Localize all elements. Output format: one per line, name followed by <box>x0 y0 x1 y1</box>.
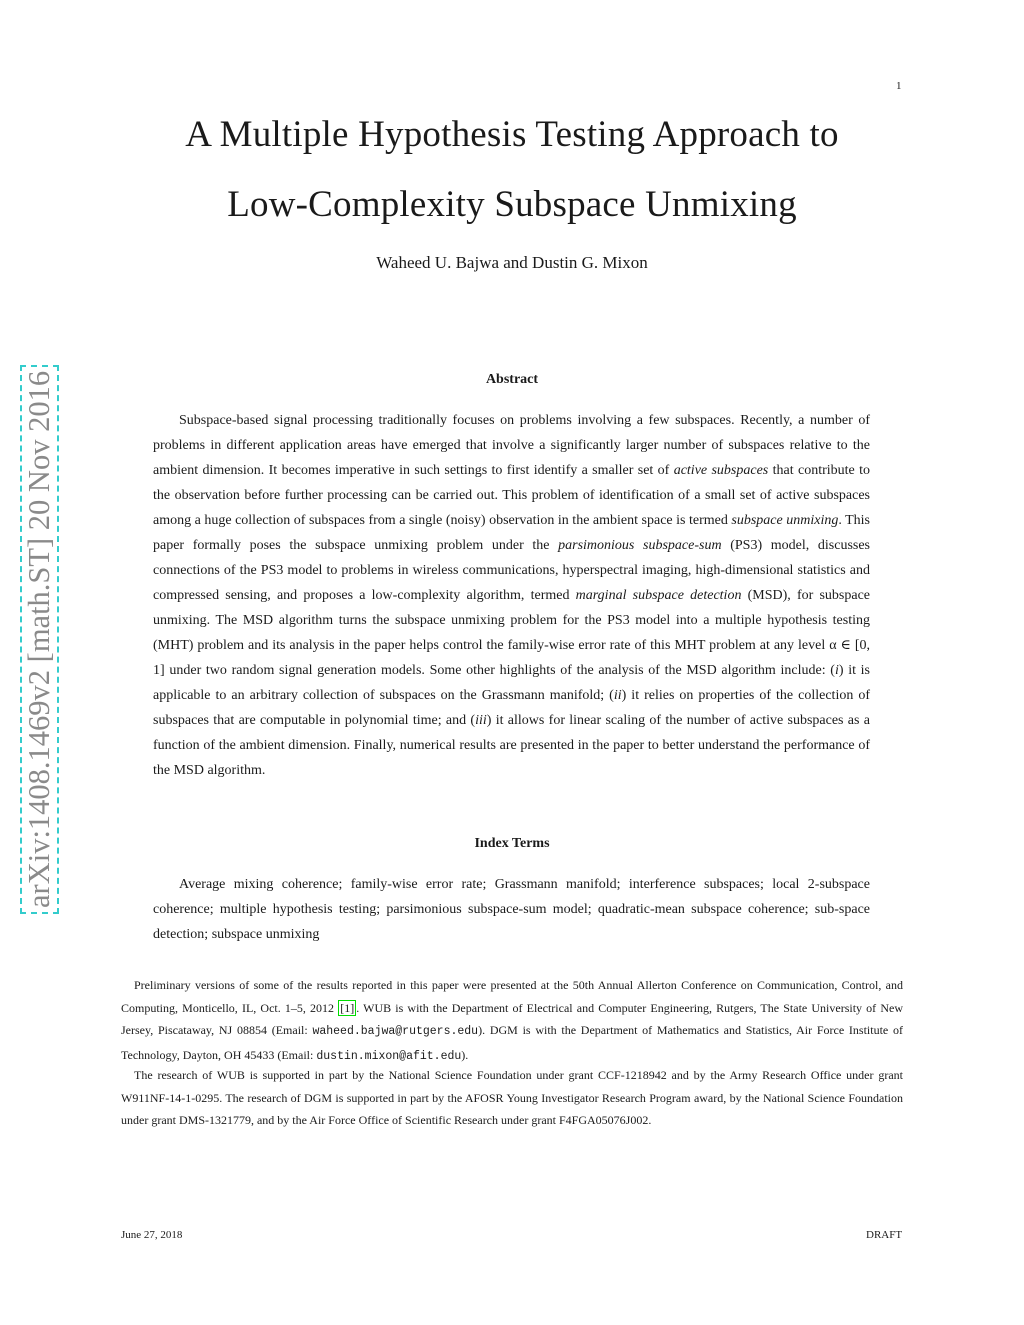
index-terms-text: Average mixing coherence; family-wise error rate; Grassmann manifold; interference subspaces; local 2-subspace coherence; multiple hypothesis testing; parsimonious subspace-sum model; quadratic-mean subspace coherence; sub-space detection; subspace unmixing <box>153 877 870 942</box>
emphasis-parsimonious-subspace-sum: parsimonious subspace-sum <box>558 538 722 553</box>
citation-link[interactable]: [1] <box>340 1000 355 1015</box>
math-alpha-range: α ∈ [0, 1] <box>153 638 870 678</box>
footer-date: June 27, 2018 <box>121 1229 183 1241</box>
abstract-heading: Abstract <box>485 372 539 387</box>
paper-title-line-2: Low-Complexity Subspace Unmixing <box>227 184 797 225</box>
email-bajwa[interactable]: waheed.bajwa@rutgers.edu <box>312 1025 479 1039</box>
index-terms-heading: Index Terms <box>474 836 550 851</box>
emphasis-marginal-subspace-detection: marginal subspace detection <box>575 588 742 603</box>
footnote-funding: The research of WUB is supported in part by the National Science Foundation under grant CCF-1218942 and by the Army Research Office under grant W911NF-14-1-0295. The research of DGM is supported in part by the AFOSR Young Investigator Research Program award, by the National Science Foundation under grant DMS-1321779, and by the Air Force Office of Scientific Research under grant F4FGA05076J002. <box>121 1068 903 1128</box>
footnote-preliminary-versions: Preliminary versions of some of the results reported in this paper were presented at the 50th Annual Allerton Conference on Communication, Control, and Computing, Monticello, IL, Oct. 1–5, 2012 [1] . WUB is with the Department of Electrical and Computer Engineering, Rutgers, The State University of New Jersey, Piscataway, NJ 08854 (Email: waheed.bajwa@rutgers.edu). DGM is with the Department of Mathematics and Statistics, Air Force Institute of Technology, Dayton, OH 45433 (Email: dustin.mixon@afit.edu). <box>121 978 903 1063</box>
authors: Waheed U. Bajwa and Dustin G. Mixon <box>376 253 648 272</box>
emphasis-subspace-unmixing: subspace unmixing <box>731 513 839 528</box>
page-number: 1 <box>896 80 902 92</box>
abstract-text: Subspace-based signal processing traditionally focuses on problems involving a few subspaces. Recently, a number of problems in different application areas have emerged that involve a significantly larger number of subspaces relative to the ambient dimension. It becomes imperative in such settings to first identify a smaller set of active subspaces that contribute to the observation before further processing can be carried out. This problem of identification of a small set of active subspaces among a huge collection of subspaces from a single (noisy) observation in the ambient space is termed subspace unmixing. This paper formally poses the subspace unmixing problem under the parsimonious subspace-sum (PS3) model, discusses connections of the PS3 model to problems in wireless communications, hyperspectral imaging, high-dimensional statistics and compressed sensing, and proposes a low-complexity algorithm, termed marginal subspace detection (MSD), for subspace unmixing. The MSD algorithm turns the subspace unmixing problem for the PS3 model into a multiple hypothesis testing (MHT) problem and its analysis in the paper helps control the family-wise error rate of this MHT problem at any level α ∈ [0, 1] under two random signal generation models. Some other highlights of the analysis of the MSD algorithm include: (i) it is applicable to an arbitrary collection of subspaces on the Grassmann manifold; (ii) it relies on properties of the collection of subspaces that are computable in polynomial time; and (iii) it allows for linear scaling of the number of active subspaces as a function of the ambient dimension. Finally, numerical results are presented in the paper to better understand the performance of the MSD algorithm. <box>153 413 871 778</box>
arxiv-identifier-stamp[interactable]: arXiv:1408.1469v2 [math.ST] 20 Nov 2016 <box>20 365 59 914</box>
footer-draft-label: DRAFT <box>866 1229 903 1241</box>
paper-title-line-1: A Multiple Hypothesis Testing Approach to <box>185 114 839 155</box>
email-mixon[interactable]: dustin.mixon@afit.edu <box>316 1049 462 1063</box>
emphasis-active-subspaces: active subspaces <box>673 463 769 478</box>
